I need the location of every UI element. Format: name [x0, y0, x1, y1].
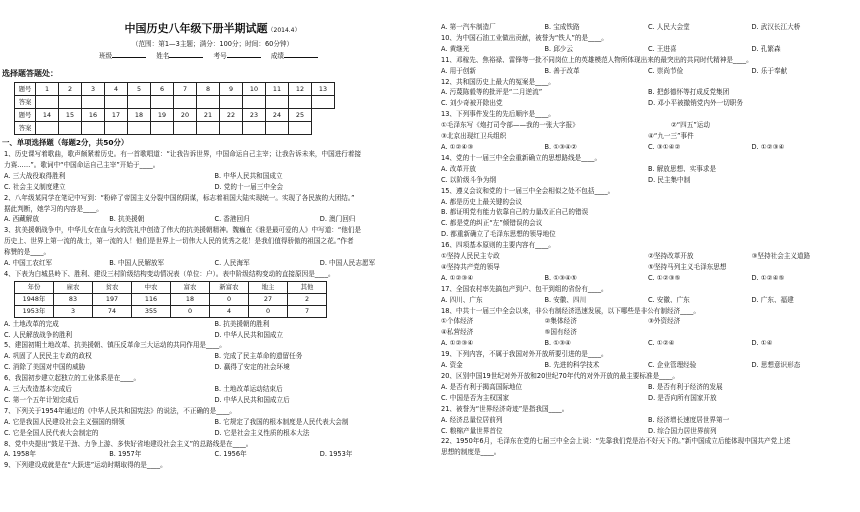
- option[interactable]: B. 土地改革运动结束后: [214, 385, 283, 394]
- class-structure-table: [14, 281, 327, 318]
- answer-row-numbers-1: [15, 83, 335, 96]
- question-1-line-2: 力赛……”。歌词中“中国命运自己主宰”开始于____。: [4, 160, 160, 169]
- option[interactable]: A. 黄继光: [441, 44, 470, 53]
- option[interactable]: ③外资经济: [648, 317, 681, 326]
- table-header: 富农: [171, 281, 210, 293]
- question-7-options: [4, 417, 425, 439]
- qnum-cell: 22: [220, 109, 243, 122]
- option[interactable]: ②集体经济: [544, 317, 577, 326]
- table-cell: 18: [171, 293, 210, 305]
- question-5-line: 5、建国初期土地改革、抗美援朝、镇压反革命三大运动的共同作用是____。: [4, 341, 226, 350]
- option[interactable]: B. 它规定了我国的根本制度是人民代表大会制: [214, 417, 349, 426]
- question-7-line: 7、下列关于1954年通过的《中华人民共和国宪法》的说法，不正确的是____。: [4, 406, 236, 415]
- answer-row-numbers-2: [15, 109, 335, 122]
- option[interactable]: C. ①②④: [648, 339, 675, 348]
- option[interactable]: B. 是否有利于经济的发展: [648, 382, 723, 391]
- qnum-cell: 9: [220, 83, 243, 96]
- question-3-line-1: 3、抗美援朝战争中，中华儿女在血与火的洗礼中创造了伟大的抗美援朝精神。魏巍在《谁是最可爱的人》中写道：“他们是: [4, 226, 362, 235]
- option[interactable]: D. ①②③④: [751, 142, 785, 151]
- answer-table: [14, 82, 335, 135]
- option-row: [441, 415, 855, 426]
- question-1-options: [4, 171, 425, 193]
- option[interactable]: B. 邱少云: [544, 44, 573, 53]
- answer-cell[interactable]: [128, 122, 151, 135]
- question-2-line-1: 2、八年级某同学在笔记中写到：“粉碎了帝国主义分裂中国的阴谋，标志着祖国大陆实现统一。实现了各民族的大团结。”: [4, 193, 355, 202]
- question-6-options: [4, 384, 425, 406]
- option[interactable]: [579, 120, 671, 131]
- option[interactable]: B. 善于改革: [544, 66, 580, 75]
- option[interactable]: B. 完成了民主革命的遗留任务: [214, 352, 303, 361]
- table-cell: 355: [132, 305, 171, 317]
- option[interactable]: [648, 327, 752, 338]
- table-cell: 116: [132, 293, 171, 305]
- option[interactable]: B. 中华人民共和国成立: [214, 171, 283, 180]
- option[interactable]: ⑤坚持马列主义毛泽东思想: [648, 262, 727, 271]
- question-3-line-2: 历史上、世界上第一流的战士，第一流的人！他们是世界上一切伟大人民的优秀之花！是我们值得骄傲的祖国之花。”作者: [4, 237, 354, 246]
- option[interactable]: [763, 120, 855, 131]
- answer-cell[interactable]: [82, 96, 105, 109]
- option[interactable]: B. 1957年: [109, 450, 142, 459]
- option[interactable]: ①坚持人民民主专政: [441, 252, 500, 261]
- option[interactable]: A. 是否有利于揭高国际地位: [441, 382, 523, 391]
- name-blank[interactable]: [169, 50, 203, 58]
- answer-cell[interactable]: [36, 122, 59, 135]
- option[interactable]: B. 安徽、四川: [544, 295, 587, 304]
- option[interactable]: C. 中国是否为主权国家: [441, 393, 510, 402]
- option[interactable]: C. ③①④②: [648, 142, 681, 151]
- answer-cell[interactable]: [197, 122, 220, 135]
- row-label: 题号: [15, 109, 36, 122]
- question-line: 11、邓稼先、焦裕禄、雷锋等一批不同岗位上的英雄模范人物所体现出来的最突出的共同时代精神是____。: [441, 55, 753, 64]
- option[interactable]: D. 综合国力居世界前列: [648, 426, 717, 435]
- option[interactable]: A. 西藏解放: [4, 215, 39, 224]
- section-title: 一、单项选择题（每题2分，共50分）: [2, 138, 129, 147]
- table-header-row: [15, 281, 327, 293]
- question-3-options: [4, 258, 425, 269]
- option[interactable]: [545, 131, 649, 142]
- option-row: [441, 175, 855, 186]
- question-line: B. 都证明党有能力依靠自己的力量改正自己的错误: [441, 208, 589, 217]
- qnum-cell: 15: [59, 109, 82, 122]
- table-header: 贫农: [93, 281, 132, 293]
- name-label: 姓名: [156, 52, 170, 60]
- option[interactable]: B. 解放思想、实事求是: [648, 164, 717, 173]
- qnum-cell: 10: [243, 83, 266, 96]
- option[interactable]: B. 把彭德怀等打成反党集团: [648, 88, 730, 97]
- qnum-cell: 24: [266, 109, 289, 122]
- answer-cell[interactable]: [105, 96, 128, 109]
- table-cell: 83: [54, 293, 93, 305]
- option-row: [441, 295, 855, 306]
- option-row: [441, 262, 855, 273]
- option[interactable]: D. 是否向所有国家开放: [648, 393, 717, 402]
- option[interactable]: A. 巩固了人民民主专政的政权: [4, 352, 92, 361]
- qnum-cell: 8: [197, 83, 220, 96]
- option[interactable]: C. 第一个五年计划完成后: [4, 395, 79, 404]
- qnum-cell: 1: [36, 83, 59, 96]
- question-line: 17、全国农村率先搞包产到户、包干到组的省份有____。: [441, 284, 608, 293]
- answer-cell[interactable]: [289, 96, 312, 109]
- row-label: 题号: [15, 83, 36, 96]
- qnum-cell: 11: [266, 83, 289, 96]
- table-header: 新富农: [210, 281, 249, 293]
- id-blank[interactable]: [227, 50, 261, 58]
- option[interactable]: D. 1953年: [319, 450, 353, 459]
- qnum-cell: 16: [82, 109, 105, 122]
- option[interactable]: B. 先进的科学技术: [544, 361, 600, 370]
- option[interactable]: A. ①②③④: [441, 339, 474, 348]
- option-row: [441, 66, 855, 77]
- answer-cell[interactable]: [59, 122, 82, 135]
- answer-cell[interactable]: [220, 122, 243, 135]
- qnum-cell: 20: [174, 109, 197, 122]
- table-header: 雇农: [54, 281, 93, 293]
- option[interactable]: A. 资金: [441, 361, 463, 370]
- table-cell: 7: [288, 305, 327, 317]
- table-header: 地主: [249, 281, 288, 293]
- option-row: [441, 142, 855, 153]
- question-line: 18、中共十一届三中全会以来，非公有制经济迅速发展，以下哪些是非公有制经济____。: [441, 306, 700, 315]
- option[interactable]: B. ①③④⑤: [544, 273, 577, 282]
- option-row: [441, 382, 855, 393]
- question-line: 14、党的十一届三中全会重新确立的思想路线是____。: [441, 153, 602, 162]
- answer-row-blanks-2: [15, 122, 335, 135]
- answer-cell[interactable]: [243, 96, 266, 109]
- question-line: 16、四项基本原则的主要内容有____。: [441, 241, 555, 250]
- option[interactable]: A. 经济总量位居前列: [441, 415, 503, 424]
- option[interactable]: [752, 131, 856, 142]
- answer-cell[interactable]: [82, 122, 105, 135]
- option-row: [441, 251, 855, 262]
- table-cell: 1953年: [15, 305, 54, 317]
- question-line: 21、被誉为“世界经济奇迹”是指我国____。: [441, 404, 569, 413]
- option[interactable]: C. 王进喜: [648, 44, 677, 53]
- option-row: [441, 120, 855, 131]
- table-cell: 0: [249, 305, 288, 317]
- answer-cell[interactable]: [174, 96, 197, 109]
- qnum-cell: 21: [197, 109, 220, 122]
- answer-cell[interactable]: [266, 122, 289, 135]
- option[interactable]: D. 民主集中制: [648, 175, 691, 184]
- option[interactable]: ①个体经济: [441, 317, 474, 326]
- option[interactable]: A. ①②④③: [441, 142, 474, 151]
- option[interactable]: C. 企业管理经验: [648, 361, 697, 370]
- option[interactable]: C. 安徽、广东: [648, 295, 690, 304]
- class-label: 班级: [98, 52, 113, 60]
- option-row: [441, 316, 855, 327]
- qnum-cell: 3: [82, 83, 105, 96]
- answer-heading: 选择题答题处：: [2, 69, 58, 78]
- answer-cell[interactable]: [174, 122, 197, 135]
- question-2-options: [4, 214, 425, 225]
- option[interactable]: D. ①②④⑤: [751, 273, 785, 282]
- table-row: [15, 305, 327, 317]
- student-info: [0, 50, 425, 62]
- question-line: C. 都是党的纠正“左”倾错误的会议: [441, 219, 543, 228]
- answer-cell[interactable]: [151, 96, 174, 109]
- score-label: 成绩: [270, 52, 285, 60]
- option[interactable]: [545, 251, 649, 262]
- option[interactable]: A. 污蔑陈毅等的批评是“二月逆流”: [441, 88, 543, 97]
- option[interactable]: A. 1958年: [4, 450, 36, 459]
- option[interactable]: D. 思想意识形态: [751, 361, 801, 370]
- table-header: 年份: [15, 281, 54, 293]
- class-blank[interactable]: [112, 50, 146, 58]
- option[interactable]: A. ①②③④: [441, 273, 474, 282]
- option-row: [441, 273, 855, 284]
- qnum-cell: 23: [243, 109, 266, 122]
- option-row: [441, 22, 855, 33]
- answer-cell[interactable]: [289, 122, 312, 135]
- question-line: 19、下列内容，不属于我国对外开放所要引进的是____。: [441, 350, 608, 359]
- option-row: [441, 327, 855, 338]
- option[interactable]: D. 赢得了安定的社会环境: [214, 363, 290, 372]
- option[interactable]: A. 用于创新: [441, 66, 476, 75]
- table-cell: 74: [93, 305, 132, 317]
- question-line: 22、1950年6月，毛泽东在党的七届三中全会上说：“先靠我们党是治不好天下的。”新中国成立后能体现中国共产党上述: [441, 437, 791, 446]
- option[interactable]: A. 改革开放: [441, 164, 476, 173]
- table-cell: 27: [249, 293, 288, 305]
- table-cell: 2: [288, 293, 327, 305]
- option[interactable]: A. 三大战役取得胜利: [4, 171, 66, 180]
- option[interactable]: B. 经济增长速度居世界第一: [648, 415, 730, 424]
- question-line: 13、下列事件发生的先后顺序是____。: [441, 110, 555, 119]
- option-row: [441, 393, 855, 404]
- option[interactable]: A. 四川、广东: [441, 295, 483, 304]
- question-line: 12、共和国历史上最大的冤案是____。: [441, 77, 555, 86]
- option[interactable]: C. ①②③⑤: [648, 273, 681, 282]
- answer-cell[interactable]: [243, 122, 266, 135]
- option[interactable]: B. 抗美援朝的胜利: [214, 319, 270, 328]
- option[interactable]: A. 它是我国人民建设社会主义强国的纲领: [4, 417, 125, 426]
- qnum-cell: 7: [174, 83, 197, 96]
- option[interactable]: B. ①③④: [544, 339, 571, 348]
- answer-cell[interactable]: [197, 96, 220, 109]
- option[interactable]: C. 社会主义制度建立: [4, 182, 66, 191]
- option[interactable]: A. 土地改革的完成: [4, 319, 59, 328]
- option[interactable]: D. 它是社会主义性质的根本大法: [214, 428, 310, 437]
- exam-subtitle: （范围：第1—3主题；满分：100分；时间：60分钟）: [131, 40, 294, 48]
- table-cell: 3: [54, 305, 93, 317]
- table-cell: 4: [210, 305, 249, 317]
- option[interactable]: C. 崇尚节俭: [648, 66, 684, 75]
- option[interactable]: B. 宝成铁路: [544, 23, 580, 31]
- row-label: 答案: [15, 96, 36, 109]
- question-5-options: [4, 351, 425, 373]
- qnum-cell: 4: [105, 83, 128, 96]
- answer-cell[interactable]: [151, 122, 174, 135]
- option[interactable]: C. 消除了美国对中国的威胁: [4, 363, 86, 372]
- question-3-line-3: 称赞的是____。: [4, 248, 51, 257]
- table-row: [15, 293, 327, 305]
- question-line: 20、区别中国19世纪对外开放和20世纪70年代的对外开放的最主要标准是____。: [441, 372, 679, 380]
- option[interactable]: C. 它是全国人民代表大会制定的: [4, 428, 99, 437]
- table-header: 中农: [132, 281, 171, 293]
- qnum-cell: 17: [105, 109, 128, 122]
- option[interactable]: [752, 262, 856, 273]
- option[interactable]: C. 香港回归: [214, 215, 250, 224]
- option-row: [441, 98, 855, 109]
- option[interactable]: D. 乐于奉献: [751, 66, 788, 75]
- qnum-cell: 13: [312, 83, 335, 96]
- qnum-cell: 12: [289, 83, 312, 96]
- table-cell: 0: [171, 305, 210, 317]
- question-8-line: 8、党中央提出“鼓足干劲、力争上游、多快好省地建设社会主义”的总路线是在____。: [4, 439, 253, 448]
- option[interactable]: D. 武汉长江大桥: [751, 23, 801, 31]
- option[interactable]: C. 1956年: [214, 450, 247, 459]
- option[interactable]: ③北京出现红卫兵组织: [441, 132, 507, 141]
- option[interactable]: ①毛泽东写《炮打司令部——我的一张大字报》: [441, 121, 579, 130]
- option[interactable]: ④私营经济: [441, 328, 474, 337]
- option[interactable]: ②“四五”运动: [670, 121, 710, 130]
- answer-cell[interactable]: [312, 96, 335, 109]
- option[interactable]: C. 以阶级斗争为纲: [441, 175, 496, 184]
- question-line: 15、遵义会议和党的十一届三中全会相似之处不包括____。: [441, 186, 615, 195]
- option[interactable]: B. 抗美援朝: [109, 215, 145, 224]
- option[interactable]: D. 澳门回归: [319, 215, 356, 224]
- qnum-cell: 6: [151, 83, 174, 96]
- answer-cell[interactable]: [266, 96, 289, 109]
- qnum-cell: 2: [59, 83, 82, 96]
- option-row: [441, 131, 855, 142]
- question-line: D. 都重新确立了毛泽东思想的领导地位: [441, 230, 556, 239]
- question-9-line: 9、下列建设成就是在“大跃进”运动时期取得的是____。: [4, 461, 167, 470]
- answer-row-blanks-1: [15, 96, 335, 109]
- option[interactable]: C. 人民海军: [214, 259, 250, 268]
- option[interactable]: ②坚持改革开放: [648, 252, 694, 261]
- option[interactable]: C. 刘少奇被开除出党: [441, 99, 503, 108]
- question-4-line: 4、下表为白城县岭下、胜利、建设三村阶级结构变动情况表（单位：户）。表中阶级结构变动的直接原因是____。: [4, 269, 335, 278]
- option[interactable]: D. 中华人民共和国成立后: [214, 395, 290, 404]
- answer-cell[interactable]: [220, 96, 243, 109]
- answer-cell[interactable]: [59, 96, 82, 109]
- option[interactable]: ③坚持社会主义道路: [751, 252, 811, 261]
- exam-title: 中国历史八年级下册半期试题（2014.4）: [124, 22, 301, 35]
- question-4-options: [4, 319, 425, 341]
- question-line: A. 都是历史上最关键的会议: [441, 197, 523, 206]
- table-cell: 0: [210, 293, 249, 305]
- answer-cell[interactable]: [105, 122, 128, 135]
- option[interactable]: B. 中国人民解放军: [109, 259, 165, 268]
- option[interactable]: B. ①③④②: [544, 142, 577, 151]
- question-8-options: [4, 449, 425, 460]
- option-row: [441, 44, 855, 55]
- option[interactable]: D. 中华人民共和国成立: [214, 330, 284, 339]
- option[interactable]: D. 孔繁森: [751, 44, 781, 53]
- question-1-line-1: 1、历史课写着歌曲，歌声颇紧着历史。有一首歌唱道：“让我告诉世界，中国命运自己主宰；让我告诉未来，中国进行着接: [4, 150, 362, 158]
- option[interactable]: D. 党的十一届三中全会: [214, 182, 284, 191]
- question-line: 10、为中国石油工业做出贡献，被誉为“铁人”的是____。: [441, 33, 608, 42]
- option[interactable]: C. 粮棉产量世界首位: [441, 426, 503, 435]
- row-label: 答案: [15, 122, 36, 135]
- question-line: 思想的制度是____。: [441, 448, 501, 457]
- option-row: [441, 87, 855, 98]
- answer-cell[interactable]: [36, 96, 59, 109]
- option[interactable]: A. 第一汽车制造厂: [441, 23, 496, 31]
- option[interactable]: C. 人民解放战争的胜利: [4, 330, 73, 339]
- qnum-cell: 25: [289, 109, 312, 122]
- qnum-cell: 18: [128, 109, 151, 122]
- table-cell: 1948年: [15, 293, 54, 305]
- option-row: [441, 426, 855, 437]
- option[interactable]: D. 广东、福建: [751, 295, 794, 304]
- exam-date: （2014.4）: [267, 27, 301, 34]
- qnum-cell: 19: [151, 109, 174, 122]
- table-cell: 197: [93, 293, 132, 305]
- option-row: [441, 164, 855, 175]
- option[interactable]: ④坚持共产党的领导: [441, 262, 500, 271]
- question-6-line: 6、我国初步建立起独立的工业体系是在____。: [4, 374, 141, 383]
- option-row: [441, 360, 855, 371]
- option[interactable]: ④“九一三”事件: [648, 132, 694, 141]
- question-2-line-2: 据此判断，她学习的内容是____。: [4, 204, 103, 213]
- option[interactable]: D. 中国人民志愿军: [319, 259, 376, 268]
- score-blank[interactable]: [284, 50, 318, 58]
- option[interactable]: A. 三大改造基本完成后: [4, 385, 72, 394]
- id-label: 考号: [213, 52, 227, 60]
- answer-cell[interactable]: [128, 96, 151, 109]
- option[interactable]: ⑤国有经济: [544, 328, 577, 337]
- option[interactable]: D. ①④: [751, 339, 773, 348]
- table-header: 其他: [288, 281, 327, 293]
- qnum-cell: 14: [36, 109, 59, 122]
- right-column: [437, 22, 855, 458]
- option[interactable]: A. 中国工农红军: [4, 259, 53, 268]
- option[interactable]: [752, 316, 856, 327]
- option[interactable]: [545, 262, 649, 273]
- qnum-cell: 5: [128, 83, 151, 96]
- option[interactable]: D. 邓小平被撤销党内外一切职务: [648, 99, 743, 108]
- option[interactable]: [752, 327, 856, 338]
- left-column: [0, 0, 425, 471]
- option[interactable]: C. 人民大会堂: [648, 23, 690, 31]
- option-row: [441, 338, 855, 349]
